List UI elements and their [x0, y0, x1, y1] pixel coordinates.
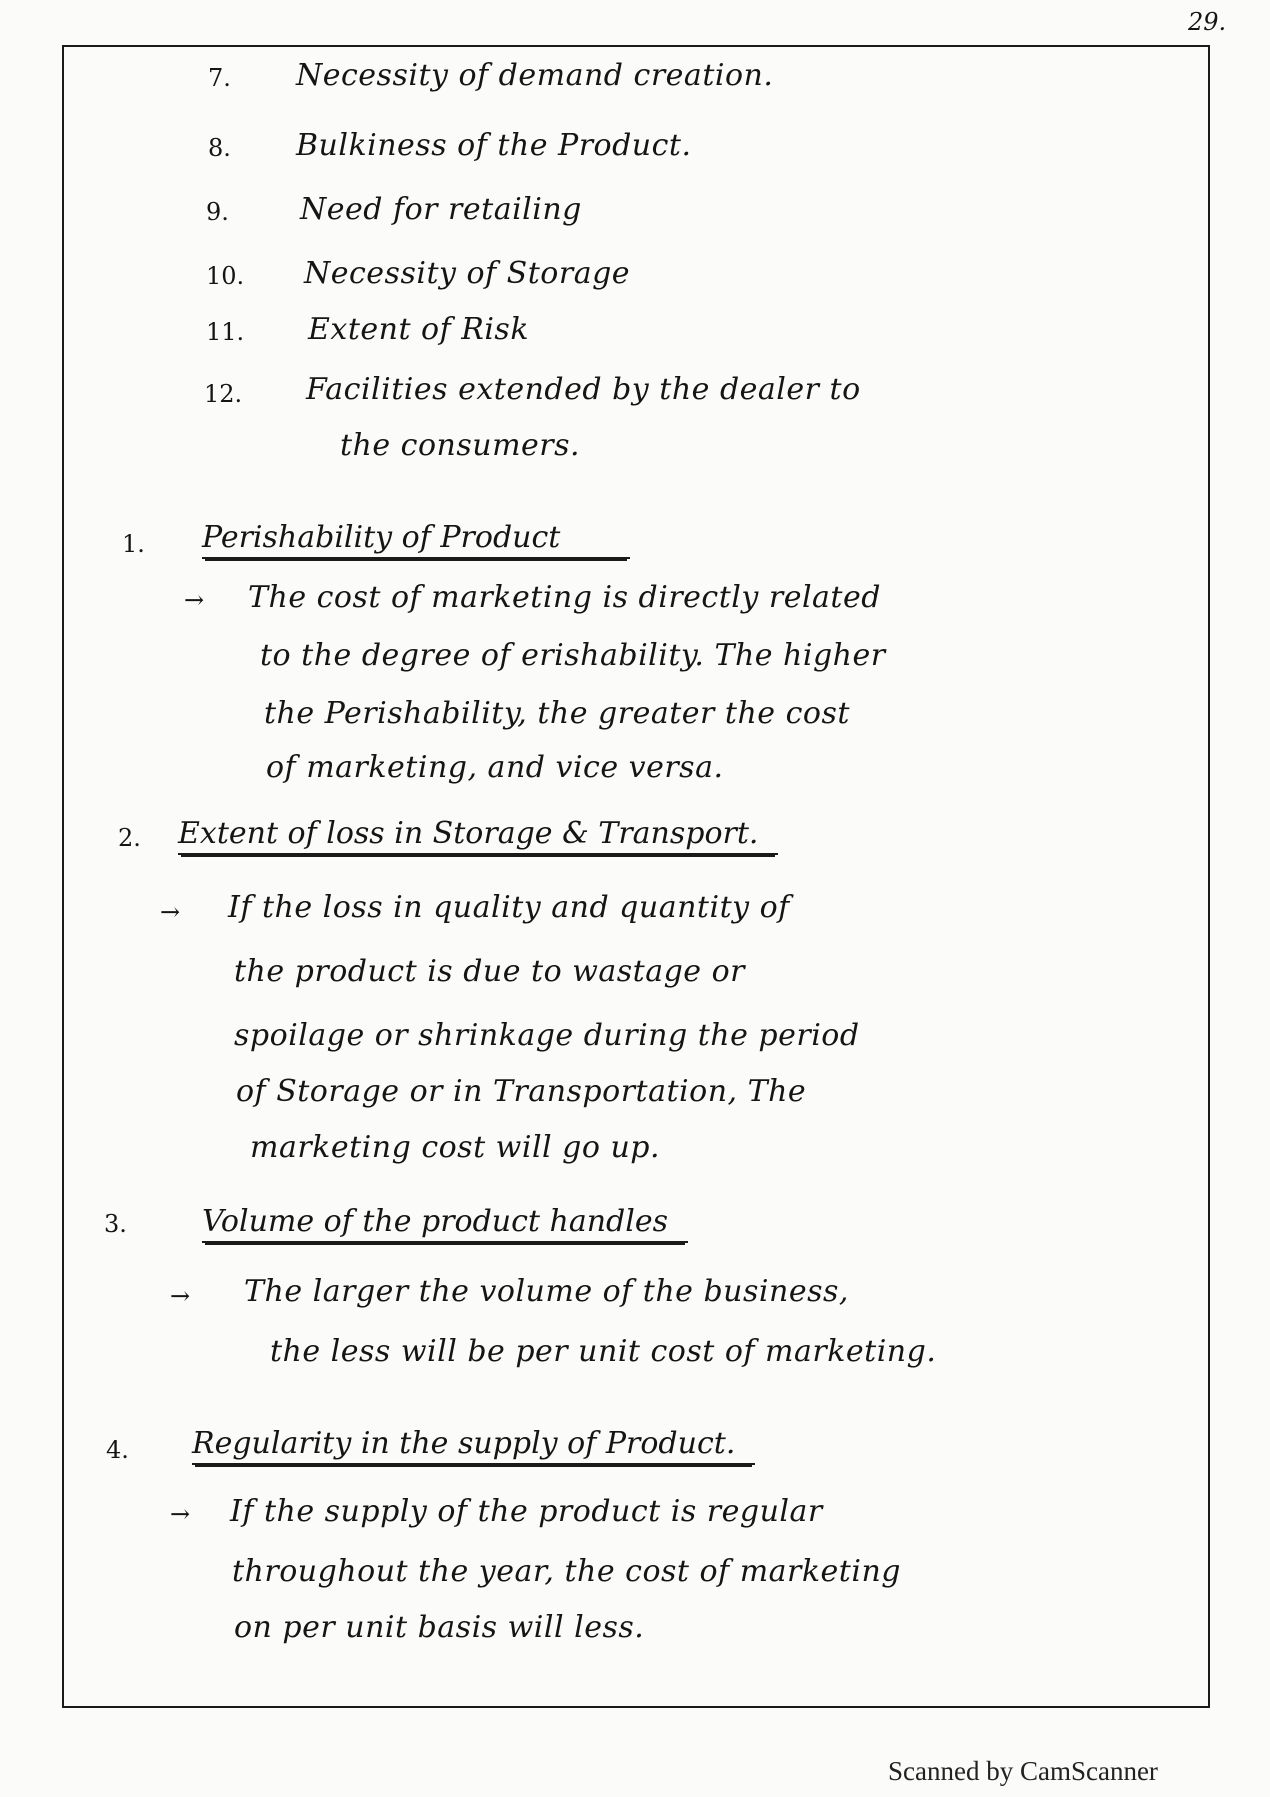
section-heading: Regularity in the supply of Product. — [192, 1426, 755, 1465]
page-number: 29. — [1188, 8, 1227, 36]
list-number: 12. — [204, 380, 243, 408]
section-heading: Perishability of Product — [202, 520, 630, 559]
list-item: Facilities extended by the dealer to — [306, 372, 861, 407]
list-number: 10. — [206, 262, 245, 290]
arrow-icon: → — [184, 586, 205, 614]
list-number: 9. — [206, 198, 229, 226]
body-line: The cost of marketing is directly related — [248, 580, 881, 615]
list-item: Necessity of Storage — [304, 256, 631, 291]
body-line: of marketing, and vice versa. — [266, 750, 724, 785]
arrow-icon: → — [170, 1282, 191, 1310]
body-line: If the supply of the product is regular — [230, 1494, 823, 1529]
section-heading: Extent of loss in Storage & Transport. — [178, 816, 778, 855]
list-item: Necessity of demand creation. — [296, 58, 774, 93]
body-line: the less will be per unit cost of marketing. — [270, 1334, 937, 1369]
scanner-watermark: Scanned by CamScanner — [888, 1756, 1158, 1786]
arrow-icon: → — [170, 1500, 191, 1528]
body-line: the Perishability, the greater the cost — [264, 696, 850, 731]
list-number: 7. — [208, 64, 231, 92]
list-number: 11. — [206, 318, 245, 346]
body-line: of Storage or in Transportation, The — [236, 1074, 807, 1109]
section-number: 1. — [122, 530, 145, 558]
section-heading: Volume of the product handles — [202, 1204, 688, 1243]
body-line: marketing cost will go up. — [250, 1130, 661, 1165]
list-item-continuation: the consumers. — [340, 428, 581, 463]
list-number: 8. — [208, 134, 231, 162]
body-line: on per unit basis will less. — [234, 1610, 645, 1645]
body-line: throughout the year, the cost of marketing — [232, 1554, 901, 1589]
body-line: If the loss in quality and quantity of — [228, 890, 790, 925]
body-line: to the degree of erishability. The higher — [260, 638, 886, 673]
body-line: The larger the volume of the business, — [244, 1274, 849, 1309]
arrow-icon: → — [160, 898, 181, 926]
list-item: Extent of Risk — [308, 312, 529, 347]
section-number: 4. — [106, 1436, 129, 1464]
section-number: 3. — [104, 1210, 127, 1238]
list-item: Bulkiness of the Product. — [296, 128, 692, 163]
body-line: spoilage or shrinkage during the period — [234, 1018, 860, 1053]
section-number: 2. — [118, 824, 141, 852]
list-item: Need for retailing — [300, 192, 582, 227]
body-line: the product is due to wastage or — [234, 954, 745, 989]
